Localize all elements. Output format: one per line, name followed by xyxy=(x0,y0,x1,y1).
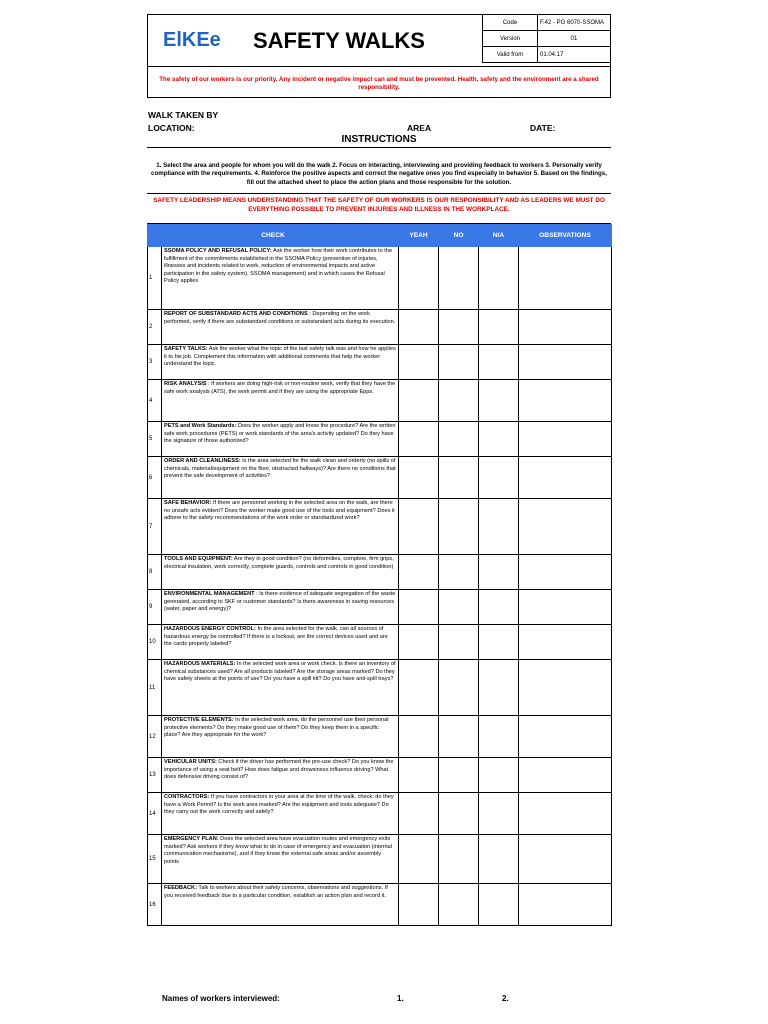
na-cell[interactable] xyxy=(479,499,519,555)
no-cell[interactable] xyxy=(439,247,479,310)
observations-cell[interactable] xyxy=(519,422,612,457)
header-check: CHECK xyxy=(148,225,399,247)
check-description xyxy=(162,758,399,793)
observations-cell[interactable] xyxy=(519,499,612,555)
row-number: 6 xyxy=(148,457,162,499)
yeah-cell[interactable] xyxy=(399,835,439,884)
na-cell[interactable] xyxy=(479,835,519,884)
meta-code-label: Code xyxy=(483,15,538,31)
yeah-cell[interactable] xyxy=(399,660,439,716)
check-title: ORDER AND CLEANLINESS: xyxy=(164,458,241,464)
check-description xyxy=(162,716,399,758)
no-cell[interactable] xyxy=(439,793,479,835)
check-text: Ask the worker how their work contributes to the fulfillment of the commitments established in the SSOMA Policy (prevention of injuries, illnesses and incidents related to work, reduction of environmental impacts and active participation in the safety system). SSOMA management) and in which cases the Refusal Policy applies xyxy=(164,248,393,285)
worker-slot-2: 2. xyxy=(502,994,509,1003)
table-row xyxy=(148,422,612,457)
check-text: : Is there evidence of adequate segregation of the waste generated, according to SKF or customer standards? Is there awareness in saving resources (water, paper and energy)? xyxy=(164,591,396,613)
meta-valid-value: 01.04.17 xyxy=(538,47,611,63)
row-number: 2 xyxy=(148,310,162,345)
row-number: 11 xyxy=(148,660,162,716)
check-text: Is the area selected for the walk clean and orderly (no spills of chemicals, material/equipment on the floor, obstructed hallways)? Are there no conditions that prevent the safe development of activities? xyxy=(164,458,396,480)
check-description xyxy=(162,310,399,345)
header-observations: OBSERVATIONS xyxy=(519,225,612,247)
area-label: AREA xyxy=(407,123,432,133)
observations-cell[interactable] xyxy=(519,345,612,380)
check-text: If you have contractors in your area at the time of the walk, check: do they have a Work Permit? Is the work area marked? Are the equipment and tools adequate? Do they carry out the work correctly and safely? xyxy=(164,794,394,816)
yeah-cell[interactable] xyxy=(399,310,439,345)
row-number: 13 xyxy=(148,758,162,793)
header-na: N/A xyxy=(479,225,519,247)
no-cell[interactable] xyxy=(439,835,479,884)
company-logo: ElKEe xyxy=(163,29,221,51)
check-description xyxy=(162,422,399,457)
yeah-cell[interactable] xyxy=(399,380,439,422)
check-description xyxy=(162,835,399,884)
no-cell[interactable] xyxy=(439,555,479,590)
check-title: HAZARDOUS MATERIALS: xyxy=(164,661,236,667)
na-cell[interactable] xyxy=(479,380,519,422)
walk-taken-by-label: WALK TAKEN BY xyxy=(148,110,219,120)
yeah-cell[interactable] xyxy=(399,590,439,625)
check-text: Does the selected area have evacuation routes and emergency exits marked? Ask workers if they know what to do in case of emergency and evacuation (internal communication mechanisms), and if they know the external safe areas and/or assembly points xyxy=(164,836,392,865)
na-cell[interactable] xyxy=(479,793,519,835)
instructions-heading: INSTRUCTIONS xyxy=(147,134,611,148)
yeah-cell[interactable] xyxy=(399,716,439,758)
no-cell[interactable] xyxy=(439,590,479,625)
yeah-cell[interactable] xyxy=(399,422,439,457)
check-text: In the area selected for the walk, can all sources of hazardous energy be controlled? If there is a lockout, are the correct devices used and are the cards properly labeled? xyxy=(164,626,388,648)
observations-cell[interactable] xyxy=(519,758,612,793)
no-cell[interactable] xyxy=(439,422,479,457)
header-yeah: YEAH xyxy=(399,225,439,247)
check-description xyxy=(162,590,399,625)
check-description xyxy=(162,884,399,926)
check-description xyxy=(162,457,399,499)
na-cell[interactable] xyxy=(479,310,519,345)
check-title: CONTRACTORS: xyxy=(164,794,210,800)
row-number: 8 xyxy=(148,555,162,590)
table-row xyxy=(148,345,612,380)
table-row xyxy=(148,625,612,660)
na-cell[interactable] xyxy=(479,660,519,716)
row-number: 16 xyxy=(148,884,162,926)
table-row xyxy=(148,380,612,422)
date-label: DATE: xyxy=(530,123,556,133)
no-cell[interactable] xyxy=(439,457,479,499)
safety-walk-form xyxy=(147,14,611,926)
check-text: : Depending on the work performed, verify if there are substandard conditions or substandard acts during its execution. xyxy=(164,311,396,325)
observations-cell[interactable] xyxy=(519,793,612,835)
meta-version-label: Version xyxy=(483,31,538,47)
no-cell[interactable] xyxy=(439,380,479,422)
form-header xyxy=(147,14,611,67)
check-description xyxy=(162,625,399,660)
table-row xyxy=(148,555,612,590)
check-title: PROTECTIVE ELEMENTS: xyxy=(164,717,234,723)
row-number: 10 xyxy=(148,625,162,660)
check-title: SAFETY TALKS: xyxy=(164,346,208,352)
observations-cell[interactable] xyxy=(519,555,612,590)
row-number: 1 xyxy=(148,247,162,310)
yeah-cell[interactable] xyxy=(399,625,439,660)
row-number: 4 xyxy=(148,380,162,422)
yeah-cell[interactable] xyxy=(399,884,439,926)
na-cell[interactable] xyxy=(479,758,519,793)
leadership-statement: SAFETY LEADERSHIP MEANS UNDERSTANDING THAT THE SAFETY OF OUR WORKERS IS OUR RESPONSIBILITY AND AS LEADERS WE MUST DO EVERYTHING POSSIBLE TO PREVENT INJURIES AND ILLNESS IN THE WORKPLACE. xyxy=(147,194,611,224)
yeah-cell[interactable] xyxy=(399,345,439,380)
safety-policy-statement: The safety of our workers is our priority. Any incident or negative impact can and must be prevented. Health, safety and the environment are a shared responsibility. xyxy=(147,67,611,98)
check-text: Does the worker apply and know the procedure? Are the written safe work procedures (PETS) or work standards of the area's activity updated? Do they have the signature of those authorized? xyxy=(164,423,396,445)
check-description xyxy=(162,660,399,716)
header-no: NO xyxy=(439,225,479,247)
na-cell[interactable] xyxy=(479,884,519,926)
row-number: 14 xyxy=(148,793,162,835)
na-cell[interactable] xyxy=(479,716,519,758)
no-cell[interactable] xyxy=(439,884,479,926)
meta-valid-label: Valid from xyxy=(483,47,538,63)
row-number: 5 xyxy=(148,422,162,457)
no-cell[interactable] xyxy=(439,345,479,380)
table-row xyxy=(148,247,612,310)
check-text: Ask the worker what the topic of the last safety talk was and how he applies it to his job. Complement this information with additional comments that help the worker understand the topic. xyxy=(164,346,396,368)
no-cell[interactable] xyxy=(439,499,479,555)
check-title: SAFE BEHAVIOR: xyxy=(164,500,212,506)
document-meta-table xyxy=(482,14,611,63)
na-cell[interactable] xyxy=(479,457,519,499)
observations-cell[interactable] xyxy=(519,716,612,758)
table-row xyxy=(148,758,612,793)
na-cell[interactable] xyxy=(479,345,519,380)
na-cell[interactable] xyxy=(479,555,519,590)
no-cell[interactable] xyxy=(439,758,479,793)
na-cell[interactable] xyxy=(479,422,519,457)
yeah-cell[interactable] xyxy=(399,555,439,590)
page-title: SAFETY WALKS xyxy=(253,28,425,53)
row-number: 12 xyxy=(148,716,162,758)
no-cell[interactable] xyxy=(439,660,479,716)
worker-slot-1: 1. xyxy=(397,994,404,1003)
row-number: 9 xyxy=(148,590,162,625)
check-description xyxy=(162,247,399,310)
observations-cell[interactable] xyxy=(519,380,612,422)
check-text: In the selected work area, do the personnel use their personal protective elements? Do they make good use of them? Do they keep them in a specific place? Are they appropriate for the work? xyxy=(164,717,389,739)
check-title: TOOLS AND EQUIPMENT: xyxy=(164,556,233,562)
meta-version-value: 01 xyxy=(538,31,611,47)
table-row xyxy=(148,499,612,555)
check-title: REPORT OF SUBSTANDARD ACTS AND CONDITIONS xyxy=(164,311,308,317)
table-row xyxy=(148,310,612,345)
yeah-cell[interactable] xyxy=(399,499,439,555)
table-row xyxy=(148,793,612,835)
check-text: In the selected work area or work check. Is there an inventory of chemical substances used? Are all products labeled? Are the storage areas marked? Do they have safety sheets at the points of use? Do you have a spill kit? Do you have anti-spill trays? xyxy=(164,661,396,683)
observations-cell[interactable] xyxy=(519,625,612,660)
check-title: VEHICULAR UNITS: xyxy=(164,759,217,765)
check-title: EMERGENCY PLAN: xyxy=(164,836,219,842)
no-cell[interactable] xyxy=(439,716,479,758)
table-header-row xyxy=(148,225,612,247)
check-text: Check if the driver has performed the pre-use check? Do you know the importance of using a seat belt? How does fatigue and drowsiness influence driving? What does defensive driving consist of? xyxy=(164,759,394,781)
check-text: : If workers are doing high-risk or non-routine work, verify that they have the safe work analysis (ATS), the work permit and if they are using the appropriate Epps. xyxy=(164,381,396,395)
walk-info-section xyxy=(147,98,611,194)
no-cell[interactable] xyxy=(439,310,479,345)
check-description xyxy=(162,380,399,422)
table-row xyxy=(148,884,612,926)
observations-cell[interactable] xyxy=(519,884,612,926)
na-cell[interactable] xyxy=(479,625,519,660)
check-text: Are they in good condition? (no deformities, complete, firm grips, electrical insulation, work correctly, complete guards, controls and controls in good condition) xyxy=(164,556,394,570)
check-title: FEEDBACK: xyxy=(164,885,197,891)
check-title: RISK ANALYSIS xyxy=(164,381,207,387)
row-number: 7 xyxy=(148,499,162,555)
observations-cell[interactable] xyxy=(519,310,612,345)
na-cell[interactable] xyxy=(479,247,519,310)
meta-code-value: F.42 - PG 6070-SSOMA xyxy=(538,15,611,31)
check-description xyxy=(162,499,399,555)
table-row xyxy=(148,716,612,758)
yeah-cell[interactable] xyxy=(399,457,439,499)
check-description xyxy=(162,793,399,835)
table-row xyxy=(148,457,612,499)
check-text: Talk to workers about their safety concerns, observations and suggestions. If you received feedback due to a particular condition, establish an action plan and record it. xyxy=(164,885,388,899)
yeah-cell[interactable] xyxy=(399,758,439,793)
check-description xyxy=(162,555,399,590)
check-title: ENVIRONMENTAL MANAGEMENT xyxy=(164,591,255,597)
observations-cell[interactable] xyxy=(519,590,612,625)
observations-cell[interactable] xyxy=(519,247,612,310)
check-text: If there are personnel working in the selected area on the walk, are there no unsafe acts evident? Does the worker make good use of the tools and equipment? Does it adhere to the safety recommendations of the work order or standardized work? xyxy=(164,500,395,522)
observations-cell[interactable] xyxy=(519,835,612,884)
na-cell[interactable] xyxy=(479,590,519,625)
checklist-table xyxy=(147,224,612,926)
workers-interviewed-label: Names of workers interviewed: xyxy=(162,994,280,1003)
check-title: HAZARDOUS ENERGY CONTROL: xyxy=(164,626,256,632)
check-title: PETS and Work Standards: xyxy=(164,423,237,429)
table-row xyxy=(148,660,612,716)
check-description xyxy=(162,345,399,380)
observations-cell[interactable] xyxy=(519,457,612,499)
row-number: 15 xyxy=(148,835,162,884)
check-title: SSOMA POLICY AND REFUSAL POLICY: xyxy=(164,248,272,254)
yeah-cell[interactable] xyxy=(399,793,439,835)
observations-cell[interactable] xyxy=(519,660,612,716)
location-label: LOCATION: xyxy=(148,123,195,133)
yeah-cell[interactable] xyxy=(399,247,439,310)
instructions-text: 1. Select the area and people for whom you will do the walk 2. Focus on interacting, interviewing and providing feedback to workers 3. Personally verify compliance with the requirements. 4. Reinforce the positive aspects and correct the negative ones you find especially in behavior 5. Based on the findings, fill out the attached sheet to place the action plans and those responsible for the solution. xyxy=(151,162,607,186)
table-row xyxy=(148,590,612,625)
table-row xyxy=(148,835,612,884)
row-number: 3 xyxy=(148,345,162,380)
no-cell[interactable] xyxy=(439,625,479,660)
